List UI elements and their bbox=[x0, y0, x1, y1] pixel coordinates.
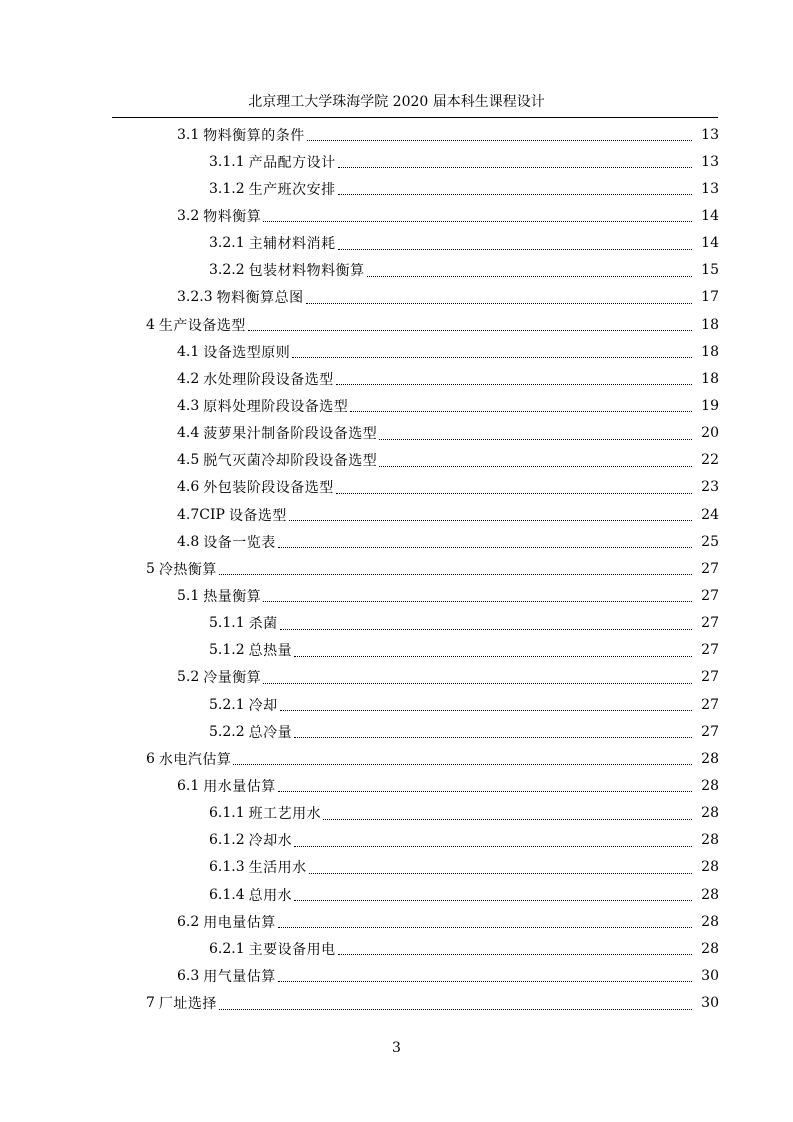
toc-entry[interactable] bbox=[0, 582, 793, 609]
toc-entry-number: 3.2.1 bbox=[209, 235, 245, 252]
toc-entry[interactable] bbox=[0, 338, 793, 365]
toc-dot-leader bbox=[307, 140, 692, 141]
toc-entry[interactable] bbox=[0, 311, 793, 338]
toc-entry[interactable] bbox=[0, 501, 793, 528]
toc-entry-title: 班工艺用水 bbox=[248, 806, 322, 823]
toc-entry[interactable] bbox=[0, 610, 793, 637]
toc-dot-leader bbox=[280, 629, 692, 630]
toc-entry-number: 5.2.2 bbox=[209, 723, 245, 740]
toc-entry-title: 水处理阶段设备选型 bbox=[203, 371, 334, 388]
toc-dot-leader bbox=[248, 330, 692, 331]
toc-entry-title: 用气量估算 bbox=[203, 968, 276, 985]
toc-entry-number: 4.3 bbox=[177, 397, 200, 414]
toc-entry-number: 4.7CIP bbox=[177, 506, 225, 523]
toc-dot-leader bbox=[263, 601, 692, 602]
toc-dot-leader bbox=[294, 900, 692, 901]
toc-entry-number: 4.2 bbox=[177, 370, 200, 387]
toc-entry-title: 菠萝果汁制备阶段设备选型 bbox=[203, 426, 378, 443]
toc-entry-title: 冷却水 bbox=[248, 833, 293, 850]
toc-entry-number: 6.3 bbox=[177, 967, 200, 984]
toc-dot-leader bbox=[338, 954, 692, 955]
toc-entry-number: 6.2.1 bbox=[209, 940, 245, 957]
toc-entry-title: 冷热衡算 bbox=[158, 561, 217, 578]
toc-dot-leader bbox=[379, 466, 692, 467]
toc-entry[interactable] bbox=[0, 881, 793, 908]
toc-entry-number: 6.1.2 bbox=[209, 832, 245, 849]
toc-dot-leader bbox=[294, 656, 692, 657]
toc-dot-leader bbox=[336, 384, 692, 385]
toc-entry-title: 总热量 bbox=[248, 643, 293, 660]
toc-entry-page: 28 bbox=[701, 940, 719, 957]
toc-entry-title: 主要设备用电 bbox=[248, 941, 336, 958]
toc-entry-title: 杀菌 bbox=[248, 616, 278, 633]
toc-entry-title: 脱气灭菌冷却阶段设备选型 bbox=[203, 453, 378, 470]
toc-entry[interactable] bbox=[0, 962, 793, 989]
toc-entry[interactable] bbox=[0, 800, 793, 827]
toc-entry[interactable] bbox=[0, 664, 793, 691]
toc-entry-page: 20 bbox=[701, 425, 719, 442]
toc-entry-title: 物料衡算总图 bbox=[216, 290, 304, 307]
toc-entry-number: 6 bbox=[146, 750, 155, 767]
toc-entry-number: 4.5 bbox=[177, 452, 200, 469]
toc-dot-leader bbox=[367, 276, 692, 277]
toc-entry[interactable] bbox=[0, 257, 793, 284]
toc-entry-page: 13 bbox=[701, 153, 719, 170]
toc-entry[interactable] bbox=[0, 528, 793, 555]
toc-entry-page: 27 bbox=[701, 669, 719, 686]
toc-entry-page: 18 bbox=[701, 370, 719, 387]
toc-entry[interactable] bbox=[0, 230, 793, 257]
toc-dot-leader bbox=[338, 194, 692, 195]
toc-dot-leader bbox=[323, 819, 692, 820]
toc-entry-title: 产品配方设计 bbox=[248, 154, 336, 171]
toc-entry-title: 原料处理阶段设备选型 bbox=[203, 398, 349, 415]
toc-entry-page: 13 bbox=[701, 180, 719, 197]
toc-entry-number: 3.1.1 bbox=[209, 153, 245, 170]
toc-entry-title: 设备一览表 bbox=[203, 534, 276, 551]
toc-entry-number: 6.2 bbox=[177, 913, 200, 930]
running-header: 北京理工大学珠海学院 2020 届本科生课程设计 bbox=[248, 94, 545, 110]
toc-entry-number: 5.1.2 bbox=[209, 642, 245, 659]
toc-entry-title: 总冷量 bbox=[248, 724, 293, 741]
toc-dot-leader bbox=[338, 167, 692, 168]
toc-entry-title: 主辅材料消耗 bbox=[248, 236, 336, 253]
toc-entry-number: 6.1.3 bbox=[209, 859, 245, 876]
toc-entry[interactable] bbox=[0, 284, 793, 311]
toc-entry-number: 3.1 bbox=[177, 126, 200, 143]
toc-entry-page: 28 bbox=[701, 777, 719, 794]
toc-entry[interactable] bbox=[0, 474, 793, 501]
toc-dot-leader bbox=[294, 737, 692, 738]
toc-entry-number: 3.2.3 bbox=[177, 289, 213, 306]
toc-entry-page: 27 bbox=[701, 696, 719, 713]
toc-entry-page: 23 bbox=[701, 479, 719, 496]
toc-entry-number: 6.1 bbox=[177, 777, 200, 794]
toc-dot-leader bbox=[278, 791, 692, 792]
toc-dot-leader bbox=[289, 520, 692, 521]
toc-dot-leader bbox=[263, 221, 692, 222]
toc-entry-page: 28 bbox=[701, 750, 719, 767]
toc-dot-leader bbox=[338, 249, 692, 250]
toc-entry[interactable] bbox=[0, 908, 793, 935]
toc-entry-title: 厂址选择 bbox=[158, 996, 217, 1013]
toc-entry-page: 17 bbox=[701, 289, 719, 306]
toc-dot-leader bbox=[263, 683, 692, 684]
toc-entry-title: 总用水 bbox=[248, 887, 293, 904]
toc-entry[interactable] bbox=[0, 990, 793, 1017]
toc-entry-number: 3.1.2 bbox=[209, 180, 245, 197]
toc-entry-number: 5.2 bbox=[177, 669, 200, 686]
toc-entry-page: 15 bbox=[701, 262, 719, 279]
toc-entry-page: 28 bbox=[701, 832, 719, 849]
toc-entry-page: 27 bbox=[701, 587, 719, 604]
toc-entry-page: 25 bbox=[701, 533, 719, 550]
toc-entry-number: 7 bbox=[146, 995, 155, 1012]
page-number: 3 bbox=[392, 1040, 401, 1056]
toc-entry[interactable] bbox=[0, 827, 793, 854]
toc-entry-page: 24 bbox=[701, 506, 719, 523]
toc-entry-title: 用电量估算 bbox=[203, 914, 276, 931]
toc-entry-page: 18 bbox=[701, 343, 719, 360]
toc-entry[interactable] bbox=[0, 121, 793, 148]
toc-entry[interactable] bbox=[0, 935, 793, 962]
toc-entry[interactable] bbox=[0, 745, 793, 772]
toc-entry[interactable] bbox=[0, 392, 793, 419]
toc-entry-number: 4.8 bbox=[177, 533, 200, 550]
toc-dot-leader bbox=[336, 493, 692, 494]
toc-entry-number: 5.1 bbox=[177, 587, 200, 604]
toc-entry-title: 冷量衡算 bbox=[203, 670, 262, 687]
toc-entry-title: 外包装阶段设备选型 bbox=[203, 480, 334, 497]
toc-entry-number: 6.1.1 bbox=[209, 805, 245, 822]
toc-entry-page: 30 bbox=[701, 967, 719, 984]
toc-dot-leader bbox=[309, 873, 692, 874]
toc-entry-title: 包装材料物料衡算 bbox=[248, 263, 365, 280]
toc-entry-page: 14 bbox=[701, 235, 719, 252]
toc-dot-leader bbox=[278, 547, 692, 548]
toc-entry-page: 19 bbox=[701, 397, 719, 414]
toc-dot-leader bbox=[219, 1009, 692, 1010]
toc-entry-page: 28 bbox=[701, 859, 719, 876]
toc-entry-page: 22 bbox=[701, 452, 719, 469]
toc-dot-leader bbox=[350, 411, 692, 412]
table-of-contents bbox=[0, 121, 793, 1017]
toc-entry[interactable] bbox=[0, 637, 793, 664]
toc-entry-number: 5 bbox=[146, 560, 155, 577]
toc-entry-title: 设备选型 bbox=[228, 507, 287, 524]
toc-dot-leader bbox=[278, 981, 692, 982]
toc-entry-number: 4 bbox=[146, 316, 155, 333]
toc-entry[interactable] bbox=[0, 555, 793, 582]
header-divider bbox=[112, 117, 718, 118]
toc-entry-page: 30 bbox=[701, 995, 719, 1012]
toc-entry-page: 14 bbox=[701, 207, 719, 224]
toc-entry[interactable] bbox=[0, 718, 793, 745]
toc-entry-title: 物料衡算 bbox=[203, 208, 262, 225]
toc-dot-leader bbox=[219, 574, 692, 575]
toc-entry[interactable] bbox=[0, 202, 793, 229]
toc-entry-page: 13 bbox=[701, 126, 719, 143]
toc-dot-leader bbox=[379, 439, 692, 440]
toc-entry-number: 6.1.4 bbox=[209, 886, 245, 903]
toc-entry-page: 27 bbox=[701, 723, 719, 740]
toc-entry[interactable] bbox=[0, 175, 793, 202]
toc-entry[interactable] bbox=[0, 148, 793, 175]
toc-entry-number: 4.4 bbox=[177, 425, 200, 442]
toc-dot-leader bbox=[294, 846, 692, 847]
toc-entry-number: 3.2 bbox=[177, 207, 200, 224]
toc-entry-title: 用水量估算 bbox=[203, 778, 276, 795]
toc-dot-leader bbox=[278, 927, 692, 928]
toc-entry-page: 18 bbox=[701, 316, 719, 333]
toc-entry-title: 设备选型原则 bbox=[203, 344, 291, 361]
toc-entry-title: 水电汽估算 bbox=[158, 751, 232, 768]
toc-dot-leader bbox=[306, 303, 692, 304]
toc-entry-number: 4.6 bbox=[177, 479, 200, 496]
toc-entry-title: 冷却 bbox=[248, 697, 278, 714]
toc-entry-number: 5.1.1 bbox=[209, 615, 245, 632]
toc-entry-page: 27 bbox=[701, 615, 719, 632]
toc-entry-title: 生活用水 bbox=[248, 860, 307, 877]
toc-entry-page: 27 bbox=[701, 642, 719, 659]
toc-entry-page: 28 bbox=[701, 913, 719, 930]
toc-entry-title: 物料衡算的条件 bbox=[203, 127, 305, 144]
toc-entry-page: 28 bbox=[701, 886, 719, 903]
toc-entry-page: 27 bbox=[701, 560, 719, 577]
toc-dot-leader bbox=[292, 357, 692, 358]
toc-entry[interactable] bbox=[0, 365, 793, 392]
toc-entry[interactable] bbox=[0, 691, 793, 718]
toc-dot-leader bbox=[233, 764, 692, 765]
toc-entry[interactable] bbox=[0, 447, 793, 474]
toc-entry-page: 28 bbox=[701, 805, 719, 822]
toc-entry-number: 4.1 bbox=[177, 343, 200, 360]
toc-entry[interactable] bbox=[0, 854, 793, 881]
toc-entry-number: 3.2.2 bbox=[209, 262, 245, 279]
toc-entry-number: 5.2.1 bbox=[209, 696, 245, 713]
toc-entry-title: 生产班次安排 bbox=[248, 181, 336, 198]
toc-entry-title: 生产设备选型 bbox=[158, 317, 246, 334]
toc-entry-title: 热量衡算 bbox=[203, 588, 262, 605]
toc-dot-leader bbox=[280, 710, 692, 711]
toc-entry[interactable] bbox=[0, 420, 793, 447]
toc-entry[interactable] bbox=[0, 772, 793, 799]
